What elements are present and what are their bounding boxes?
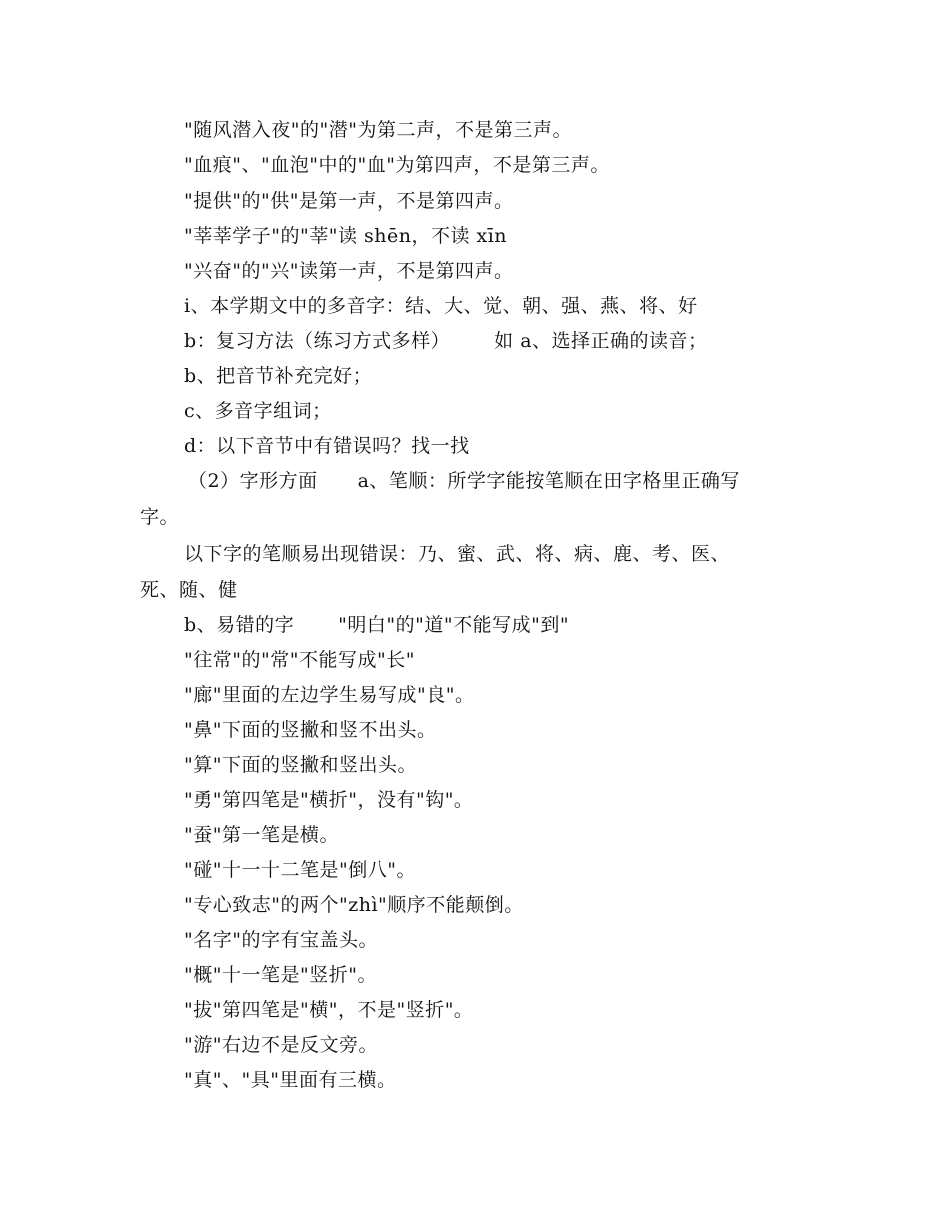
text-line: "真"、"具"里面有三横。 <box>184 1069 397 1091</box>
text-line: c、多音字组词； <box>184 400 332 422</box>
review-method-example: 如 a、选择正确的读音； <box>494 330 708 352</box>
section-heading: （2）字形方面 <box>188 470 318 492</box>
text-line: "往常"的"常"不能写成"长" <box>184 649 415 671</box>
text-line: 字。 <box>140 506 180 528</box>
text-line: b、把音节补充完好； <box>184 365 373 387</box>
error-prone-example: "明白"的"道"不能写成"到" <box>338 614 570 636</box>
text-line: "概"十一笔是"竖折"。 <box>184 964 377 986</box>
text-line: d：以下音节中有错误吗？找一找 <box>184 435 470 457</box>
error-prone-label: b、易错的字 <box>184 614 295 636</box>
text-line: "碰"十一十二笔是"倒八"。 <box>184 859 416 881</box>
text-line: "廊"里面的左边学生易写成"良"。 <box>184 684 475 706</box>
text-line: "算"下面的竖撇和竖出头。 <box>184 754 417 776</box>
text-line <box>188 469 740 493</box>
text-line: "提供"的"供"是第一声，不是第四声。 <box>184 190 514 212</box>
review-method-label: b：复习方法（练习方式多样） <box>184 330 451 352</box>
text-line: 死、随、健 <box>140 579 238 601</box>
text-line: "拔"第四笔是"横"，不是"竖折"。 <box>184 999 474 1021</box>
text-line <box>184 329 708 353</box>
text-line: "专心致志"的两个"zhì"顺序不能颠倒。 <box>184 894 524 916</box>
text-line: "蚕"第一笔是横。 <box>184 824 339 846</box>
text-line: "勇"第四笔是"横折"，没有"钩"。 <box>184 789 474 811</box>
text-line: "鼻"下面的竖撇和竖不出头。 <box>184 719 437 741</box>
text-line: "随风潜入夜"的"潜"为第二声，不是第三声。 <box>184 119 572 141</box>
text-line: "名字"的字有宝盖头。 <box>184 929 378 951</box>
text-line: "游"右边不是反文旁。 <box>184 1034 378 1056</box>
text-line: "血痕"、"血泡"中的"血"为第四声，不是第三声。 <box>184 154 610 176</box>
stroke-order-text: a、笔顺：所学字能按笔顺在田字格里正确写 <box>357 470 740 492</box>
text-line: i、本学期文中的多音字：结、大、觉、朝、强、燕、将、好 <box>184 295 698 317</box>
text-line: 以下字的笔顺易出现错误：乃、蜜、武、将、病、鹿、考、医、 <box>184 543 731 565</box>
text-line <box>184 613 569 637</box>
text-line: "兴奋"的"兴"读第一声，不是第四声。 <box>184 260 514 282</box>
text-line: "莘莘学子"的"莘"读 shēn，不读 xīn <box>184 225 508 247</box>
